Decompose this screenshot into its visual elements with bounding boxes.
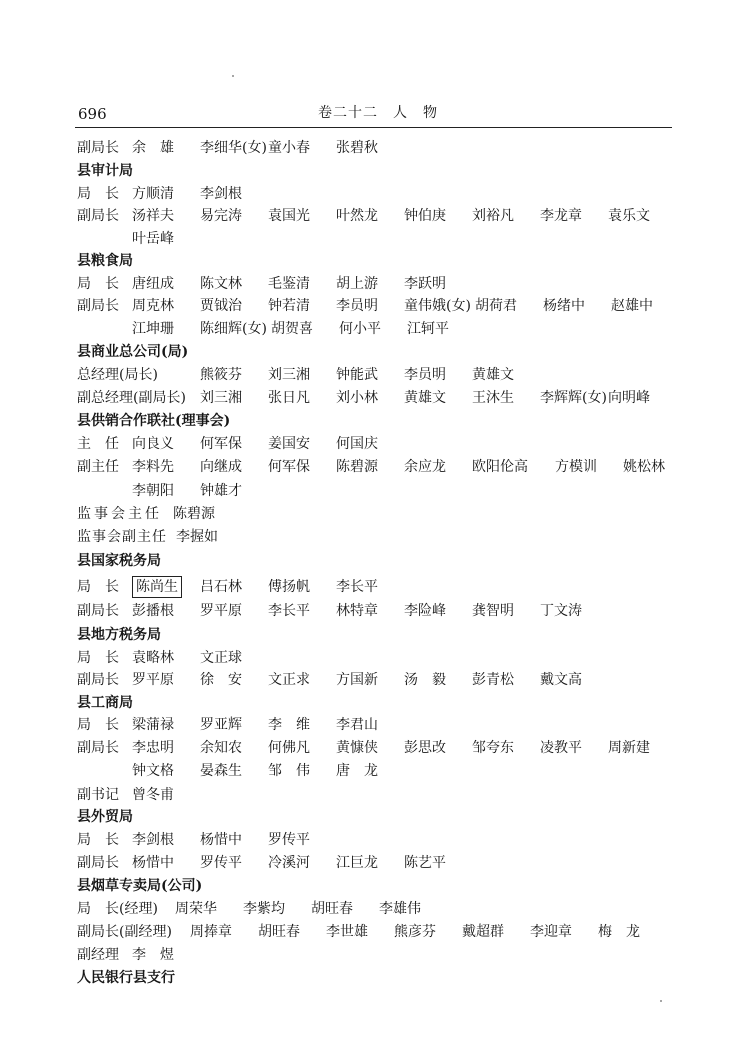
- person-name: 方顺清: [132, 186, 174, 202]
- person-name: 陈细辉(女): [200, 321, 267, 337]
- section-heading: [77, 552, 161, 570]
- person-name: 吕石林: [200, 579, 242, 595]
- entry-row: [77, 275, 472, 293]
- person-name: 杨惜中: [132, 855, 174, 871]
- continuation-row: [77, 482, 268, 500]
- person-name: 向明峰: [608, 390, 650, 406]
- section-heading: [77, 412, 230, 430]
- person-name: 陈碧源: [173, 506, 215, 522]
- person-name: 李忠明: [132, 740, 174, 756]
- person-name: 徐 安: [200, 672, 242, 688]
- person-name: 晏森生: [200, 763, 242, 779]
- role-label: 局 长: [77, 579, 119, 595]
- person-name: 陈艺平: [404, 855, 446, 871]
- page-number: 696: [78, 105, 107, 123]
- person-name: 胡荷君: [475, 298, 517, 314]
- entry-row: [77, 739, 676, 757]
- person-name: 叶岳峰: [132, 231, 174, 247]
- continuation-row: [77, 230, 200, 248]
- person-name: 余知农: [200, 740, 242, 756]
- person-name: 李迎章: [530, 924, 572, 940]
- person-name: 熊筱芬: [200, 367, 242, 383]
- person-name: 李朝阳: [132, 483, 174, 499]
- section-heading-text: 县外贸局: [77, 809, 133, 825]
- person-name: 何国庆: [336, 436, 378, 452]
- person-name: 文正球: [200, 650, 242, 666]
- role-label: 局 长: [77, 186, 119, 202]
- role-label: 监事会副主任: [77, 529, 167, 545]
- person-name: 贾钺治: [200, 298, 242, 314]
- role-label: 副经理: [77, 947, 119, 963]
- section-heading: [77, 877, 202, 895]
- entry-row: [77, 900, 447, 918]
- person-name: 刘三湘: [268, 367, 310, 383]
- person-name: 黄慷侠: [336, 740, 378, 756]
- person-name: 邹夸东: [472, 740, 514, 756]
- person-name: 周荣华: [175, 901, 217, 917]
- section-heading: [77, 252, 133, 270]
- section-heading: [77, 694, 133, 712]
- person-name: 李细华(女): [200, 140, 267, 156]
- entry-row: [77, 207, 676, 225]
- entry-row: [77, 528, 244, 546]
- person-name: 向良义: [132, 436, 174, 452]
- role-label: 局 长(经理): [77, 901, 158, 917]
- person-name: 彭思改: [404, 740, 446, 756]
- person-name: 罗传平: [200, 855, 242, 871]
- person-name: 李 煜: [132, 947, 174, 963]
- person-name: 钟雄才: [200, 483, 242, 499]
- person-name: 唐 龙: [336, 763, 378, 779]
- person-name: 何小平: [339, 321, 381, 337]
- person-name: 李君山: [336, 717, 378, 733]
- section-heading: [77, 626, 161, 644]
- entry-row: [77, 671, 608, 689]
- entry-row: [77, 786, 200, 804]
- person-name: 李料先: [132, 459, 174, 475]
- person-name: 江轲平: [407, 321, 449, 337]
- person-name: 李龙章: [540, 208, 582, 224]
- person-name: 冷溪河: [268, 855, 310, 871]
- person-name: 戴文高: [540, 672, 582, 688]
- person-name: 罗平原: [132, 672, 174, 688]
- person-name: 李员明: [404, 367, 446, 383]
- section-heading-text: 县供销合作联社(理事会): [77, 413, 231, 429]
- person-name: 姜国安: [268, 436, 310, 452]
- role-label: 监事会主任: [77, 506, 162, 522]
- person-name: 黄雄文: [404, 390, 446, 406]
- person-name: 罗平原: [200, 603, 242, 619]
- section-heading-text: 县地方税务局: [77, 627, 161, 643]
- person-name: 方模训: [555, 459, 597, 475]
- person-name: 李握如: [176, 529, 218, 545]
- person-name: 童伟娥(女): [404, 298, 471, 314]
- person-name: 方国新: [336, 672, 378, 688]
- entry-row: [77, 946, 200, 964]
- person-name: 李跃明: [404, 276, 446, 292]
- person-name: 余 雄: [132, 140, 174, 156]
- person-name: 何军保: [268, 459, 310, 475]
- person-name: 李长平: [336, 579, 378, 595]
- person-name: 唐纽成: [132, 276, 174, 292]
- person-name: 李雄伟: [379, 901, 421, 917]
- entry-row: [77, 435, 404, 453]
- person-name: 张日凡: [268, 390, 310, 406]
- entry-row: [77, 716, 404, 734]
- role-label: 副局长: [77, 603, 119, 619]
- person-name: 毛鉴清: [268, 276, 310, 292]
- section-heading-text: 县烟草专卖局(公司): [77, 878, 203, 894]
- section-heading-text: 县工商局: [77, 695, 133, 711]
- role-label: 局 长: [77, 276, 119, 292]
- person-name: 何军保: [200, 436, 242, 452]
- role-label: 副局长: [77, 740, 119, 756]
- entry-row: [77, 185, 268, 203]
- person-name: 钟若清: [268, 298, 310, 314]
- role-label: 副局长(副经理): [77, 924, 172, 940]
- entry-row: [77, 297, 679, 315]
- entry-row: [77, 389, 676, 407]
- role-label: 局 长: [77, 650, 119, 666]
- person-name: 刘裕凡: [472, 208, 514, 224]
- role-label: 副局长: [77, 140, 119, 156]
- person-name: 袁略林: [132, 650, 174, 666]
- person-name: 杨惜中: [200, 832, 242, 848]
- section-heading: [77, 343, 188, 361]
- person-name: 叶然龙: [336, 208, 378, 224]
- person-name: 李 维: [268, 717, 310, 733]
- entry-row: [77, 602, 608, 620]
- person-name: 李长平: [268, 603, 310, 619]
- section-heading-text: 人民银行县支行: [77, 970, 175, 986]
- person-name: 彭播根: [132, 603, 174, 619]
- role-label: 副局长: [77, 208, 119, 224]
- person-name: 李剑根: [132, 832, 174, 848]
- person-name: 罗传平: [268, 832, 310, 848]
- person-name: 周克林: [132, 298, 174, 314]
- person-name: 罗亚辉: [200, 717, 242, 733]
- role-label: 副局长: [77, 855, 119, 871]
- section-heading-text: 县国家税务局: [77, 553, 161, 569]
- entry-row: [77, 366, 540, 384]
- person-name: 钟能武: [336, 367, 378, 383]
- person-name: 姚松林: [623, 459, 665, 475]
- entry-row: [77, 831, 336, 849]
- person-name: 文正求: [268, 672, 310, 688]
- section-heading-text: 县粮食局: [77, 253, 133, 269]
- person-name: 汤祥夫: [132, 208, 174, 224]
- entry-row: [77, 923, 666, 941]
- entry-row: [77, 578, 404, 596]
- role-label: 副书记: [77, 787, 119, 803]
- section-heading-text: 县审计局: [77, 163, 133, 179]
- scan-speck: [232, 75, 234, 77]
- person-name: 李员明: [336, 298, 378, 314]
- person-name: 江坤珊: [132, 321, 174, 337]
- person-name: 李险峰: [404, 603, 446, 619]
- person-name: 向继成: [200, 459, 242, 475]
- section-heading: [77, 808, 133, 826]
- scan-speck: [660, 1000, 662, 1002]
- continuation-row: [77, 320, 475, 338]
- person-name: 李世雄: [326, 924, 368, 940]
- header-rule: [75, 127, 672, 128]
- person-name: 钟文格: [132, 763, 174, 779]
- role-label: 副主任: [77, 459, 119, 475]
- person-name: 彭青松: [472, 672, 514, 688]
- person-name: 李紫均: [243, 901, 285, 917]
- person-name: 李辉辉(女): [540, 390, 607, 406]
- entry-row: [77, 854, 472, 872]
- person-name: 汤 毅: [404, 672, 446, 688]
- person-name: 陈碧源: [336, 459, 378, 475]
- person-name: 袁国光: [268, 208, 310, 224]
- running-title: 卷二十二 人 物: [318, 105, 438, 121]
- person-name-boxed: 陈尚生: [132, 576, 182, 598]
- person-name: 易完涛: [200, 208, 242, 224]
- entry-row: [77, 649, 268, 667]
- section-heading: [77, 969, 175, 987]
- person-name: 黄雄文: [472, 367, 514, 383]
- role-label: 局 长: [77, 717, 119, 733]
- person-name: 凌教平: [540, 740, 582, 756]
- person-name: 胡上游: [336, 276, 378, 292]
- person-name: 戴超群: [462, 924, 504, 940]
- person-name: 梁蒲禄: [132, 717, 174, 733]
- entry-row: [77, 505, 241, 523]
- person-name: 王沐生: [472, 390, 514, 406]
- person-name: 陈文林: [200, 276, 242, 292]
- person-name: 胡贺喜: [271, 321, 313, 337]
- boxed-name-cell: [132, 576, 200, 598]
- person-name: 胡旺春: [258, 924, 300, 940]
- section-heading: [77, 162, 133, 180]
- person-name: 丁文涛: [540, 603, 582, 619]
- role-label: 总经理(局长): [77, 367, 158, 383]
- role-label: 副总经理(副局长): [77, 390, 186, 406]
- person-name: 胡旺春: [311, 901, 353, 917]
- person-name: 杨绪中: [543, 298, 585, 314]
- person-name: 龚智明: [472, 603, 514, 619]
- person-name: 周捧章: [190, 924, 232, 940]
- entry-row: [77, 139, 404, 157]
- person-name: 何佛凡: [268, 740, 310, 756]
- continuation-row: [77, 762, 404, 780]
- role-label: 副局长: [77, 298, 119, 314]
- person-name: 欧阳伦高: [472, 459, 528, 475]
- person-name: 傅扬帆: [268, 579, 310, 595]
- person-name: 梅 龙: [598, 924, 640, 940]
- person-name: 江巨龙: [336, 855, 378, 871]
- person-name: 周新建: [608, 740, 650, 756]
- section-heading-text: 县商业总公司(局): [77, 344, 189, 360]
- role-label: 副局长: [77, 672, 119, 688]
- person-name: 熊彦芬: [394, 924, 436, 940]
- person-name: 张碧秋: [336, 140, 378, 156]
- person-name: 余应龙: [404, 459, 446, 475]
- entry-row: [77, 458, 691, 476]
- role-label: 主 任: [77, 436, 119, 452]
- person-name: 刘三湘: [200, 390, 242, 406]
- person-name: 童小春: [268, 140, 310, 156]
- person-name: 林特章: [336, 603, 378, 619]
- role-label: 局 长: [77, 832, 119, 848]
- person-name: 李剑根: [200, 186, 242, 202]
- person-name: 赵雄中: [611, 298, 653, 314]
- person-name: 钟伯庚: [404, 208, 446, 224]
- person-name: 邹 伟: [268, 763, 310, 779]
- person-name: 袁乐文: [608, 208, 650, 224]
- person-name: 刘小林: [336, 390, 378, 406]
- person-name: 曾冬甫: [132, 787, 174, 803]
